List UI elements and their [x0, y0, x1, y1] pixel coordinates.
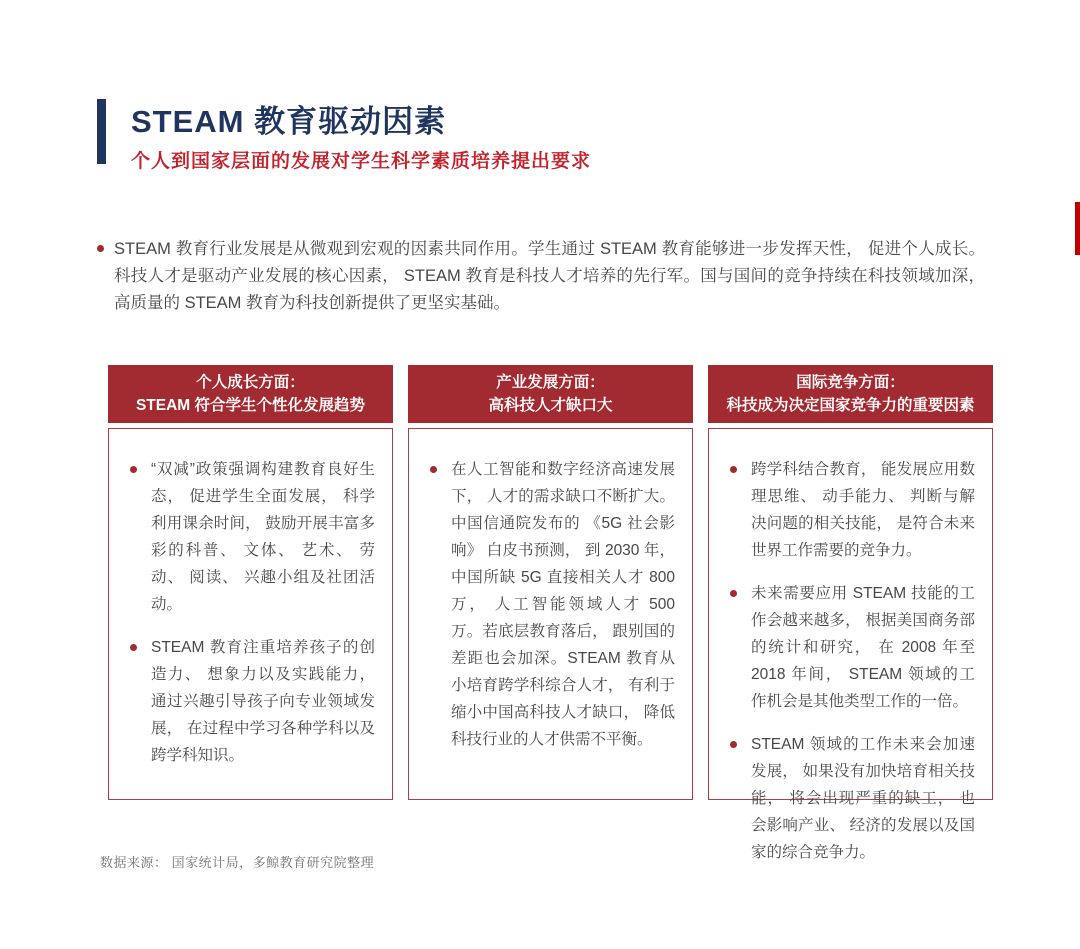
- bullet-dot-icon: [97, 245, 104, 252]
- title-accent-bar: [97, 99, 106, 164]
- column-header-line1: 国际竞争方面：: [796, 374, 905, 391]
- bullet-item: [725, 580, 975, 715]
- column-industry-development: [408, 365, 693, 800]
- column-body: [708, 428, 993, 861]
- bullet-item: [125, 634, 375, 769]
- column-header-line2: STEAM 符合学生个性化发展趋势: [135, 397, 366, 414]
- column-body: [108, 428, 393, 800]
- bullet-text: 未来需要应用 STEAM 技能的工作会越来越多， 根据美国商务部的统计和研究， 在 2008 年至 2018 年间， STEAM 领域的工作机会是其他类型工作的一倍。: [751, 585, 975, 710]
- factor-columns: [108, 365, 993, 861]
- bullet-item: [125, 456, 375, 618]
- bullet-dot-icon: [430, 466, 437, 473]
- intro-text: STEAM 教育行业发展是从微观到宏观的因素共同作用。学生通过 STEAM 教育能够进一步发挥天性， 促进个人成长。科技人才是驱动产业发展的核心因素， STEAM 教育是科技人才培养的先行军。国与国间的竞争持续在科技领域加深， 高质量的 STEAM 教育为科技创新提供了更坚实基础。: [114, 240, 985, 312]
- column-body: [408, 428, 693, 800]
- bullet-item: [425, 456, 675, 753]
- bullet-dot-icon: [130, 644, 137, 651]
- page-subtitle: 个人到国家层面的发展对学生科学素质培养提出要求: [131, 151, 592, 172]
- data-source-note: 数据来源： 国家统计局，多鲸教育研究院整理: [100, 855, 375, 870]
- bullet-dot-icon: [730, 590, 737, 597]
- bullet-dot-icon: [130, 466, 137, 473]
- intro-paragraph: [97, 236, 985, 317]
- bullet-item: [725, 456, 975, 564]
- column-header: [108, 365, 393, 423]
- bullet-item: [725, 731, 975, 866]
- bullet-text: 在人工智能和数字经济高速发展下， 人才的需求缺口不断扩大。中国信通院发布的 《5G 社会影响》 白皮书预测， 到 2030 年， 中国所缺 5G 直接相关人才 800 万， 人工智能领域人才 500 万。若底层教育落后， 跟别国的差距也会加深。STEAM 教育从小培育跨学科综合人才， 有利于缩小中国高科技人才缺口， 降低科技行业的人才供需不平衡。: [451, 461, 675, 748]
- bullet-text: “双减”政策强调构建教育良好生态， 促进学生全面发展， 科学利用课余时间， 鼓励开展丰富多彩的科普、 文体、 艺术、 劳动、 阅读、 兴趣小组及社团活动。: [151, 461, 375, 613]
- bullet-dot-icon: [730, 466, 737, 473]
- column-header-line1: 个人成长方面：: [196, 374, 305, 391]
- bullet-dot-icon: [730, 741, 737, 748]
- bullet-text: 跨学科结合教育， 能发展应用数理思维、 动手能力、 判断与解决问题的相关技能， 是符合未来世界工作需要的竞争力。: [751, 461, 975, 559]
- bullet-text: STEAM 教育注重培养孩子的创造力、 想象力以及实践能力， 通过兴趣引导孩子向专业领域发展， 在过程中学习各种学科以及跨学科知识。: [151, 639, 375, 764]
- column-header-line2: 高科技人才缺口大: [488, 397, 613, 414]
- column-header: [408, 365, 693, 423]
- column-header-line1: 产业发展方面：: [496, 374, 605, 391]
- column-international-competition: [708, 365, 993, 861]
- bullet-text: STEAM 领域的工作未来会加速发展， 如果没有加快培育相关技能， 将会出现严重的缺工， 也会影响产业、 经济的发展以及国家的综合竞争力。: [751, 736, 975, 861]
- page-title: STEAM 教育驱动因素: [131, 104, 447, 139]
- column-personal-growth: [108, 365, 393, 800]
- right-edge-strip: [1075, 202, 1080, 255]
- column-header: [708, 365, 993, 423]
- column-header-line2: 科技成为决定国家竞争力的重要因素: [726, 397, 975, 414]
